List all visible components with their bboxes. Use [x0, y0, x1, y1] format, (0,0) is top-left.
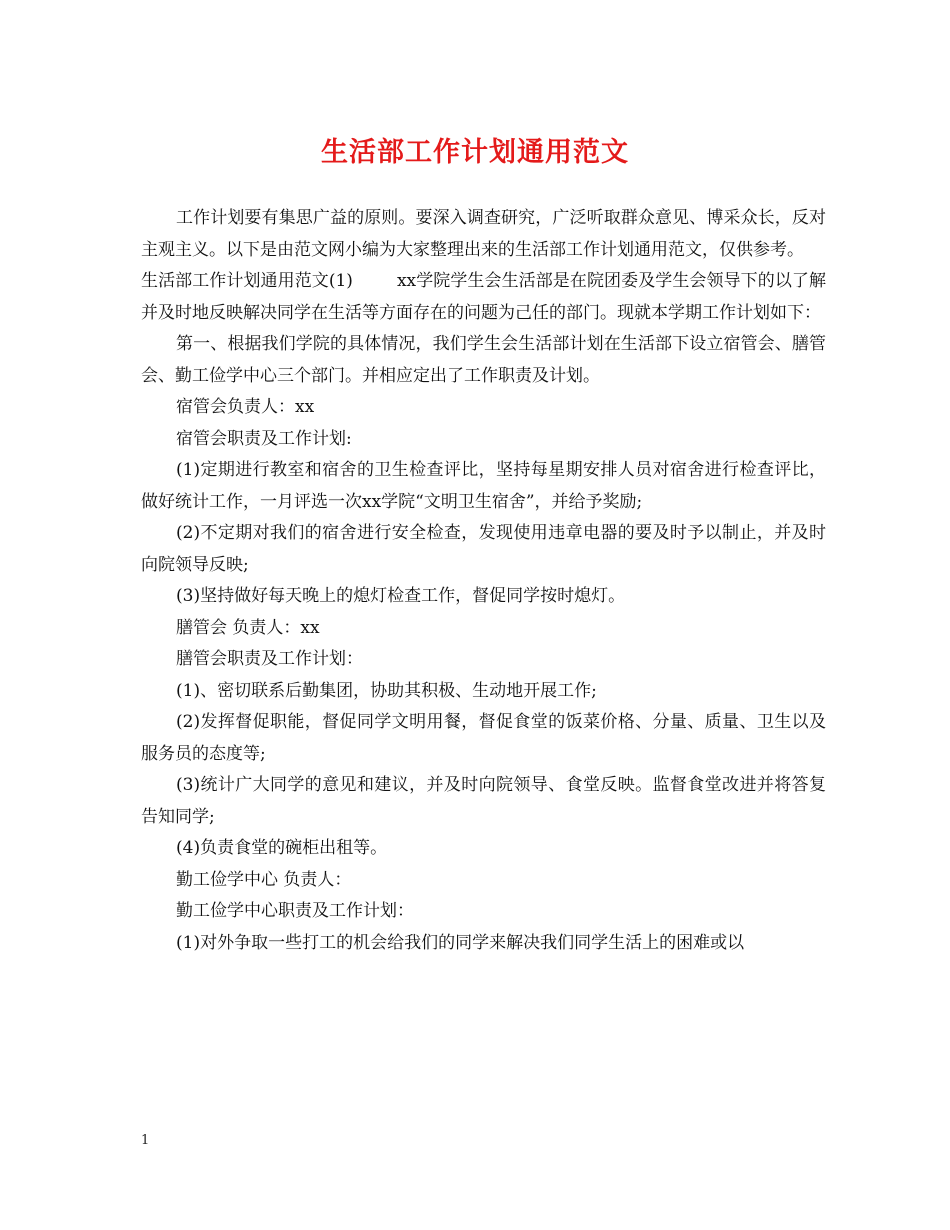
paragraph-departments: 第一、根据我们学院的具体情况，我们学生会生活部计划在生活部下设立宿管会、膳管会、勤工俭学中心三个部门。并相应定出了工作职责及计划。: [141, 334, 826, 386]
page-number: 1: [141, 1133, 150, 1148]
paragraph-dining-head: 膳管会 负责人：xx: [176, 617, 320, 638]
section-paragraph: [141, 266, 826, 329]
document-title: 生活部工作计划通用范文: [321, 137, 629, 168]
paragraph-dorm-duties-heading: 宿管会职责及工作计划:: [176, 428, 352, 449]
paragraph-dining-duty-2: (2)发挥督促职能，督促同学文明用餐，督促食堂的饭菜价格、分量、质量、卫生以及服务员的态度等;: [141, 712, 826, 764]
section-heading: 生活部工作计划通用范文(1): [141, 271, 353, 291]
paragraph-dining-duty-4: (4)负责食堂的碗柜出租等。: [176, 838, 388, 858]
paragraph-dining-duties-heading: 膳管会职责及工作计划：: [176, 649, 363, 669]
paragraph-work-study-duties-heading: 勤工俭学中心职责及工作计划：: [176, 901, 414, 921]
paragraph-dorm-duty-2: (2)不定期对我们的宿舍进行安全检查，发现使用违章电器的要及时予以制止，并及时向院领导反映;: [141, 523, 826, 575]
paragraph-dining-duty-3: (3)统计广大同学的意见和建议，并及时向院领导、食堂反映。监督食堂改进并将答复告知同学;: [141, 775, 826, 827]
paragraph-dining-duty-1: (1)、密切联系后勤集团，协助其积极、生动地开展工作;: [176, 680, 597, 701]
intro-paragraph: 工作计划要有集思广益的原则。要深入调查研究，广泛听取群众意见、博采众长，反对主观主义。以下是由范文网小编为大家整理出来的生活部工作计划通用范文，仅供参考。: [141, 208, 826, 260]
paragraph-dorm-head: 宿管会负责人：xx: [176, 397, 315, 417]
paragraph-dorm-duty-1: (1)定期进行教室和宿舍的卫生检查评比，坚持每星期安排人员对宿舍进行检查评比，做好统计工作，一月评选一次xx学院“文明卫生宿舍”，并给予奖励;: [141, 460, 826, 512]
section-intro: xx学院学生会生活部是在院团委及学生会领导下的以了解并及时地反映解决同学在生活等方面存在的问题为己任的部门。现就本学期工作计划如下：: [141, 271, 826, 323]
paragraph-work-study-head: 勤工俭学中心 负责人：: [176, 869, 352, 890]
paragraph-work-study-duty-1: (1)对外争取一些打工的机会给我们的同学来解决我们同学生活上的困难或以: [176, 932, 745, 953]
document-body: [141, 203, 826, 959]
paragraph-dorm-duty-3: (3)坚持做好每天晚上的熄灯检查工作，督促同学按时熄灯。: [176, 586, 626, 606]
